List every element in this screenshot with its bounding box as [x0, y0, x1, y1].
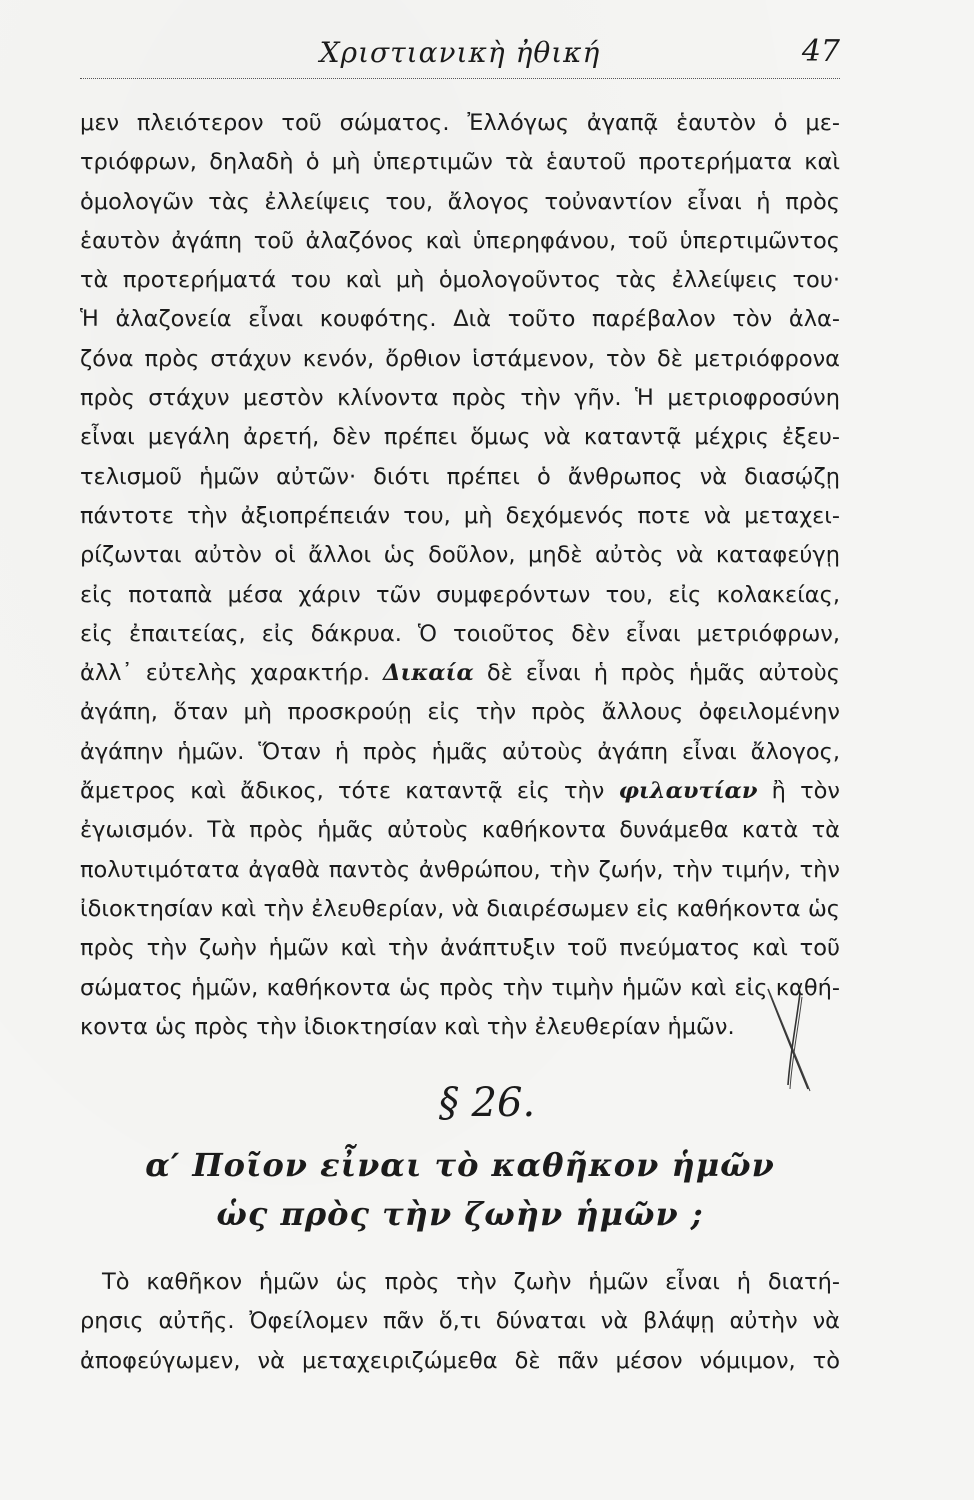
text-line: ἐγωισμόν. Τὰ πρὸς ἡμᾶς αὐτοὺς καθήκοντα δυνάμεθα κατὰ τὰ	[80, 817, 840, 844]
text-line: τριόφρων, δηλαδὴ ὁ μὴ ὑπερτιμῶν τὰ ἑαυτοῦ προτερήματα καὶ	[80, 149, 840, 176]
text-segment: ἀλλ᾽ εὐτελὴς χαρακτήρ.	[80, 660, 384, 687]
text-line: ἀγάπην ἡμῶν. Ὅταν ἡ πρὸς ἡμᾶς αὐτοὺς ἀγάπη εἶναι ἄλογος,	[80, 738, 840, 765]
text-line: κοντα ὡς πρὸς τὴν ἰδιοκτησίαν καὶ τὴν ἐλευθερίαν ἡμῶν.	[80, 1013, 735, 1040]
text-line: τὰ προτερήματά του καὶ μὴ ὁμολογοῦντος τὰς ἐλλείψεις του·	[80, 267, 840, 294]
page-header	[80, 30, 840, 76]
text-line	[80, 654, 840, 693]
text-line: ζόνα πρὸς στάχυν κενόν, ὄρθιον ἱστάμενον, τὸν δὲ μετριόφρονα	[80, 345, 840, 372]
emphasized-term: φιλαυτίαν	[618, 778, 758, 805]
text-line: ἀγάπη, ὅταν μὴ προσκρούῃ εἰς τὴν πρὸς ἄλλους ὀφειλομένην	[80, 699, 840, 726]
text-line: μεν πλειότερον τοῦ σώματος. Ἐλλόγως ἀγαπᾷ ἑαυτὸν ὁ με-	[80, 110, 840, 136]
text-line: πρὸς τὴν ζωὴν ἡμῶν καὶ τὴν ἀνάπτυξιν τοῦ πνεύματος καὶ τοῦ	[80, 935, 840, 962]
text-line: εἶναι μεγάλη ἀρετή, δὲν πρέπει ὅμως νὰ καταντᾷ μέχρις ἐξευ-	[80, 424, 840, 451]
text-segment: ἢ τὸν	[757, 778, 840, 805]
text-line: ρίζωνται αὐτὸν οἱ ἄλλοι ὡς δοῦλον, μηδὲ αὐτὸς νὰ καταφεύγῃ	[80, 542, 840, 569]
pencil-mark-icon	[760, 985, 820, 1095]
text-line: εἰς ποταπὰ μέσα χάριν τῶν συμφερόντων του, εἰς κολακείας,	[80, 581, 840, 608]
text-segment: ἄμετρος καὶ ἄδικος, τότε καταντᾷ εἰς τὴν	[80, 778, 619, 805]
text-line: ρησις αὐτῆς. Ὀφείλομεν πᾶν ὅ,τι δύναται νὰ βλάψῃ αὐτὴν νὰ	[80, 1308, 840, 1335]
text-line	[80, 772, 840, 811]
text-line: ἀποφεύγωμεν, νὰ μεταχειριζώμεθα δὲ πᾶν μέσον νόμιμον, τὸ	[80, 1347, 840, 1374]
running-title: Χριστιανικὴ ἠθική	[319, 36, 601, 69]
text-line: ὁμολογῶν τὰς ἐλλείψεις του, ἄλογος τοὐναντίον εἶναι ἡ πρὸς	[80, 188, 840, 215]
paragraph-1	[80, 104, 840, 1047]
text-line: Τὸ καθῆκον ἡμῶν ὡς πρὸς τὴν ζωὴν ἡμῶν εἶναι ἡ διατή-	[102, 1269, 840, 1295]
text-line: πρὸς στάχυν μεστὸν κλίνοντα πρὸς τὴν γῆν. Ἡ μετριοφροσύνη	[80, 385, 840, 412]
section-heading: ὡς πρὸς τὴν ζωὴν ἡμῶν ;	[216, 1195, 704, 1233]
emphasized-term: Δικαία	[383, 660, 474, 687]
section-heading: α′ Ποῖον εἶναι τὸ καθῆκον ἡμῶν	[145, 1146, 775, 1184]
text-line: Ἡ ἀλαζονεία εἶναι κουφότης. Διὰ τοῦτο παρέβαλον τὸν ἀλα-	[80, 306, 840, 333]
text-line: τελισμοῦ ἡμῶν αὐτῶν· διότι πρέπει ὁ ἄνθρωπος νὰ διασῴζῃ	[80, 463, 840, 490]
header-rule	[80, 78, 840, 79]
text-line: σώματος ἡμῶν, καθήκοντα ὡς πρὸς τὴν τιμὴν ἡμῶν καὶ εἰς καθή-	[80, 974, 840, 1001]
text-line: πολυτιμότατα ἀγαθὰ παντὸς ἀνθρώπου, τὴν ζωήν, τὴν τιμήν, τὴν	[80, 856, 840, 883]
section-number: § 26.	[438, 1080, 536, 1126]
text-line: πάντοτε τὴν ἀξιοπρέπειάν του, μὴ δεχόμενός ποτε νὰ μεταχει-	[80, 502, 840, 529]
text-line: ἑαυτὸν ἀγάπη τοῦ ἀλαζόνος καὶ ὑπερηφάνου, τοῦ ὑπερτιμῶντος	[80, 227, 840, 254]
text-line: ἰδιοκτησίαν καὶ τὴν ἐλευθερίαν, νὰ διαιρέσωμεν εἰς καθήκοντα ὡς	[80, 895, 840, 922]
text-segment: δὲ εἶναι ἡ πρὸς ἡμᾶς αὐτοὺς	[473, 660, 840, 687]
text-line: εἰς ἐπαιτείας, εἰς δάκρυα. Ὁ τοιοῦτος δὲν εἶναι μετριόφρων,	[80, 620, 840, 647]
page-number: 47	[801, 34, 840, 69]
paragraph-2	[80, 1263, 840, 1381]
